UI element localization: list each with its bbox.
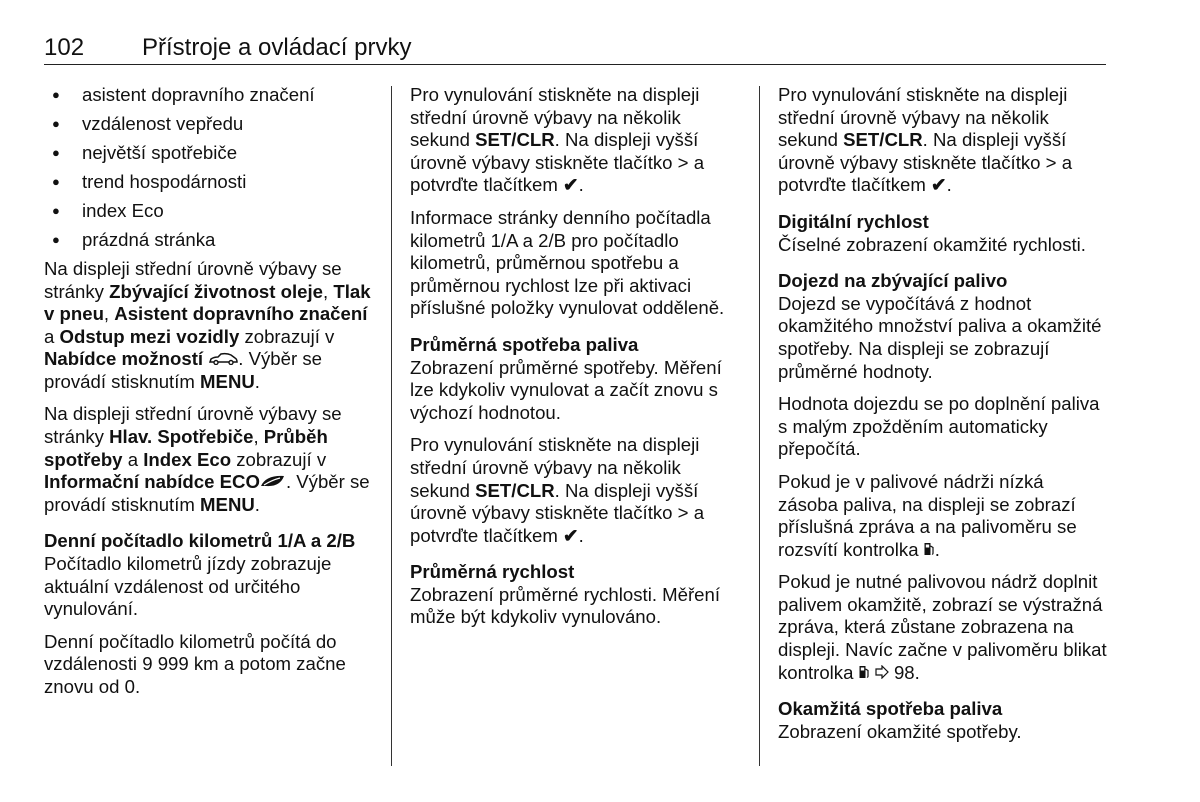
check-icon: ✔ — [563, 174, 579, 196]
reference-arrow-icon — [875, 665, 889, 679]
section-heading: Digitální rychlost — [778, 210, 929, 232]
section-heading: Průměrná rychlost — [410, 561, 575, 583]
chevron-right-icon: > — [677, 502, 689, 524]
page-number: 102 — [44, 34, 85, 61]
list-item: ● největší spotřebiče — [44, 142, 374, 165]
column-divider — [391, 86, 392, 766]
paragraph: Počítadlo kilometrů jízdy zobrazuje aktuální vzdálenost od určitého vynulování. — [44, 553, 332, 620]
fuel-pump-icon — [924, 542, 935, 556]
paragraph: Pokud je v palivové nádrži nízká zásoba paliva, na displeji se zobrazí příslušná zpráva a na palivoměru se rozsvítí kontrolka . — [778, 470, 1077, 560]
paragraph: Na displeji střední úrovně výbavy se stránky Zbývající životnost oleje, Tlak v pneu, Asistent dopravního značení a Odstup mezi vozidly zobrazují v Nabídce možností . Výběr se provádí stisknutím MENU. — [44, 257, 371, 392]
chevron-right-icon: > — [677, 151, 689, 173]
paragraph: Zobrazení okamžité spotřeby. — [778, 720, 1022, 742]
paragraph: Zobrazení průměrné rychlosti. Měření může být kdykoliv vynulováno. — [410, 583, 721, 628]
chevron-right-icon: > — [1045, 151, 1057, 173]
list-item: ● prázdná stránka — [44, 229, 374, 252]
page-header — [44, 32, 1106, 65]
eco-leaf-icon — [260, 474, 286, 488]
column-3 — [778, 84, 1108, 753]
paragraph: Pro vynulování stiskněte na displeji střední úrovně výbavy na několik sekund SET/CLR. Na displeji vyšší úrovně výbavy stiskněte tlačítko > a potvrďte tlačítkem ✔. — [410, 84, 705, 196]
paragraph: Hodnota dojezdu se po doplnění paliva s malým zpožděním automaticky přepočítá. — [778, 393, 1100, 460]
check-icon: ✔ — [931, 174, 947, 196]
paragraph: Informace stránky denního počítadla kilometrů 1/A a 2/B pro počítadlo kilometrů, průměrnou spotřebu a průměrnou rychlost lze při aktivaci příslušné položky vynulovat odděleně. — [410, 206, 725, 319]
paragraph: Pro vynulování stiskněte na displeji střední úrovně výbavy na několik sekund SET/CLR. Na displeji vyšší úrovně výbavy stiskněte tlačítko > a potvrďte tlačítkem ✔. — [778, 84, 1073, 196]
section-heading: Dojezd na zbývající palivo — [778, 270, 1008, 292]
column-1 — [44, 84, 374, 709]
paragraph: Pokud je nutné palivovou nádrž doplnit palivem okamžitě, zobrazí se výstražná zpráva, která zůstane zobrazena na displeji. Navíc začne v palivoměru blikat kontrolka 98. — [778, 571, 1107, 683]
list-item: ● index Eco — [44, 200, 374, 223]
section-heading: Průměrná spotřeba paliva — [410, 333, 639, 355]
fuel-pump-icon — [859, 665, 870, 679]
section-heading: Okamžitá spotřeba paliva — [778, 698, 1003, 720]
paragraph: Dojezd se vypočítává z hodnot okamžitého množství paliva a okamžité spotřeby. Na displeji se zobrazují průměrné hodnoty. — [778, 292, 1102, 382]
paragraph: Zobrazení průměrné spotřeby. Měření lze kdykoliv vynulovat a začít znovu s výchozí hodnotou. — [410, 356, 722, 423]
paragraph: Číselné zobrazení okamžité rychlosti. — [778, 233, 1086, 255]
list-item: ● trend hospodárnosti — [44, 171, 374, 194]
bullet-list — [44, 84, 374, 252]
car-icon — [208, 352, 238, 365]
paragraph: Na displeji střední úrovně výbavy se stránky Hlav. Spotřebiče, Průběh spotřeby a Index Eco zobrazují v Informační nabídce ECO . Výběr se provádí stisknutím MENU. — [44, 403, 370, 515]
paragraph: Pro vynulování stiskněte na displeji střední úrovně výbavy na několik sekund SET/CLR. Na displeji vyšší úrovně výbavy stiskněte tlačítko > a potvrďte tlačítkem ✔. — [410, 434, 705, 546]
column-2 — [410, 84, 740, 639]
list-item: ● asistent dopravního značení — [44, 84, 374, 107]
paragraph: Denní počítadlo kilometrů počítá do vzdálenosti 9 999 km a potom začne znovu od 0. — [44, 630, 346, 697]
list-item: ● vzdálenost vepředu — [44, 113, 374, 136]
section-heading: Denní počítadlo kilometrů 1/A a 2/B — [44, 530, 356, 552]
page-title: Přístroje a ovládací prvky — [142, 34, 412, 61]
column-divider — [759, 86, 760, 766]
check-icon: ✔ — [563, 524, 579, 546]
